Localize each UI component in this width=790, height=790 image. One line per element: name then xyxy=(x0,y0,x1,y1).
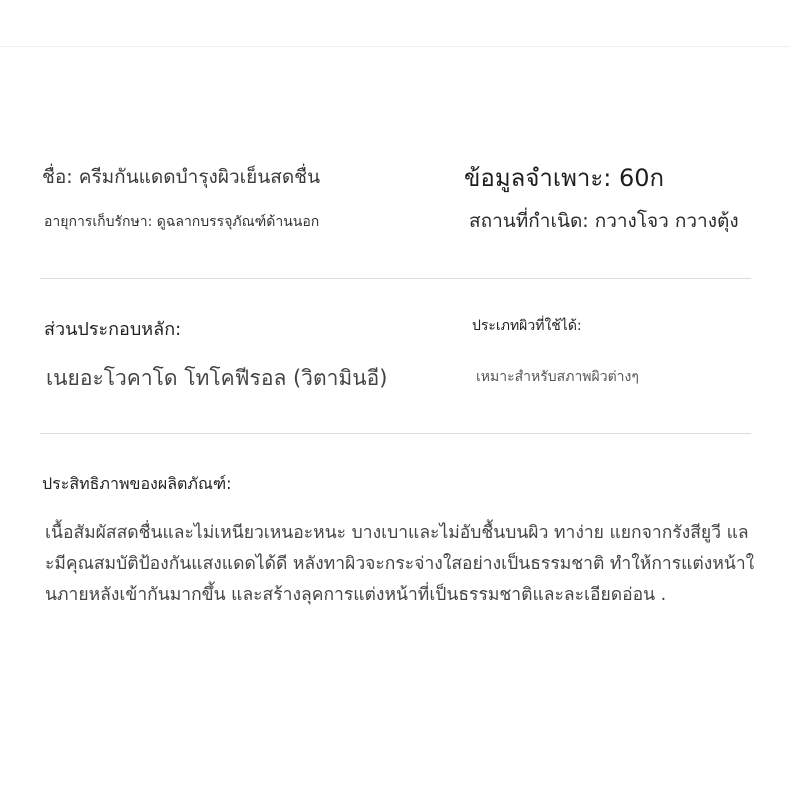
efficacy-text: เนื้อสัมผัสสดชื่นและไม่เหนียวเหนอะหนะ บางเบาและไม่อับชื้นบนผิว ทาง่าย แยกจากรังสียูวี และมีคุณสมบัติป้องกันแสงแดดได้ดี หลังทาผิวจะกระจ่างใสอย่างเป็นธรรมชาติ ทำให้การแต่งหน้าในภายหลังเข้ากันมากขึ้น และสร้างลุคการแต่งหน้าที่เป็นธรรมชาติและละเอียดอ่อน . xyxy=(45,523,755,605)
efficacy-label: ประสิทธิภาพของผลิตภัณฑ์: xyxy=(42,474,232,493)
skin-type-value: เหมาะสำหรับสภาพผิวต่างๆ xyxy=(476,369,639,385)
section-divider xyxy=(40,433,751,434)
storage-info: อายุการเก็บรักษา: ดูฉลากบรรจุภัณฑ์ด้านนอก xyxy=(44,214,320,230)
origin-info: สถานที่กำเนิด: กวางโจว กวางตุ้ง xyxy=(469,210,739,232)
product-name: ชื่อ: ครีมกันแดดบำรุงผิวเย็นสดชื่น xyxy=(42,166,321,188)
top-divider xyxy=(0,46,790,47)
section-divider xyxy=(40,278,751,279)
skin-type-label: ประเภทผิวที่ใช้ได้: xyxy=(472,318,582,334)
product-spec: ข้อมูลจำเพาะ: 60ก xyxy=(464,164,665,192)
ingredients-value: เนยอะโวคาโด โทโคฟีรอล (วิตามินอี) xyxy=(46,366,388,390)
ingredients-label: ส่วนประกอบหลัก: xyxy=(44,319,182,340)
